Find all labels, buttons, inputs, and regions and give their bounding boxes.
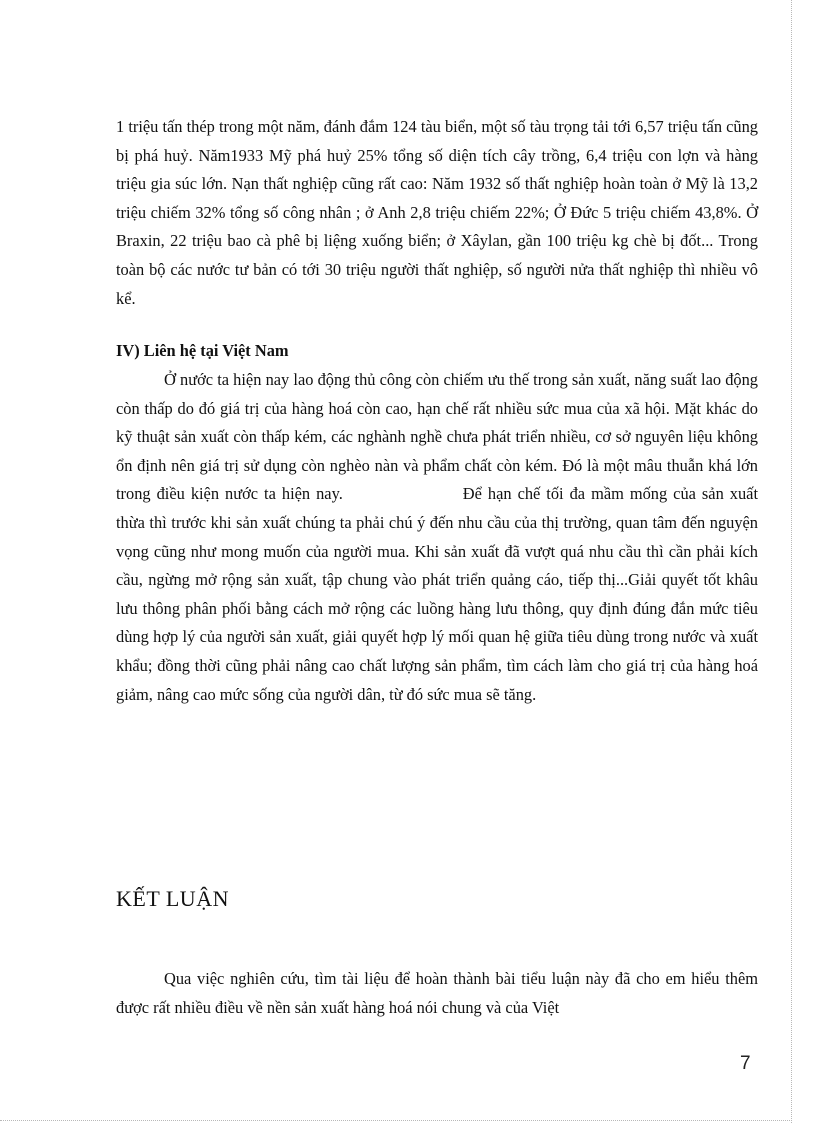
- page-border-bottom: [0, 1120, 792, 1121]
- body-paragraph-crisis-statistics: 1 triệu tấn thép trong một năm, đánh đắm 124 tàu biển, một số tàu trọng tải tới 6,57 triệu tấn cũng bị phá huỷ. Năm1933 Mỹ phá huỷ 25% tổng số diện tích cây trồng, 6,4 triệu con lợn và hàng triệu gia súc lớn. Nạn thất nghiệp cũng rất cao: Năm 1932 số thất nghiệp hoàn toàn ở Mỹ là 13,2 triệu chiếm 32% tổng số công nhân ; ở Anh 2,8 triệu chiếm 22%; Ở Đức 5 triệu chiếm 43,8%. Ở Braxin, 22 triệu bao cà phê bị liệng xuống biển; ở Xâylan, gần 100 triệu kg chè bị đốt... Trong toàn bộ các nước tư bản có tới 30 triệu người thất nghiệp, số người nửa thất nghiệp thì nhiều vô kể.: [116, 117, 758, 308]
- body-paragraph-vietnam: [116, 366, 758, 709]
- conclusion-heading: KẾT LUẬN: [116, 886, 229, 911]
- page-border-right: [791, 0, 792, 1123]
- page-number: 7: [740, 1053, 751, 1074]
- body-paragraph-conclusion: Qua việc nghiên cứu, tìm tài liệu để hoàn thành bài tiểu luận này đã cho em hiểu thêm được rất nhiều điều về nền sản xuất hàng hoá nói chung và của Việt: [116, 969, 758, 1017]
- section-heading-vietnam: IV) Liên hệ tại Việt Nam: [116, 341, 289, 360]
- body-paragraph-vietnam-part-2: Để hạn chế tối đa mầm mống của sản xuất thừa thì trước khi sản xuất chúng ta phải chú ý đến nhu cầu của thị trường, quan tâm đến nguyện vọng cũng như mong muốn của người mua. Khi sản xuất đã vượt quá nhu cầu thì cần phải kích cầu, ngừng mở rộng sản xuất, tập chung vào phát triển quảng cáo, tiếp thị...Giải quyết tốt khâu lưu thông phân phối bằng cách mở rộng các luồng hàng lưu thông, quy định đúng đắn mức tiêu dùng hợp lý của người sản xuất, giải quyết hợp lý mối quan hệ giữa tiêu dùng trong nước và xuất khẩu; đồng thời cũng phải nâng cao chất lượng sản phẩm, tìm cách làm cho giá trị của hàng hoá giảm, nâng cao mức sống của người dân, từ đó sức mua sẽ tăng.: [116, 484, 758, 704]
- body-paragraph-vietnam-part-1: Ở nước ta hiện nay lao động thủ công còn chiếm ưu thế trong sản xuất, năng suất lao động còn thấp do đó giá trị của hàng hoá còn cao, hạn chế rất nhiều sức mua của xã hội. Mặt khác do kỹ thuật sản xuất còn thấp kém, các nghành nghề chưa phát triển nhiều, cơ sở nguyên liệu không ổn định nên giá trị sử dụng còn nghèo nàn và phẩm chất còn kém. Đó là một mâu thuẫn khá lớn trong điều kiện nước ta hiện nay.: [116, 370, 758, 504]
